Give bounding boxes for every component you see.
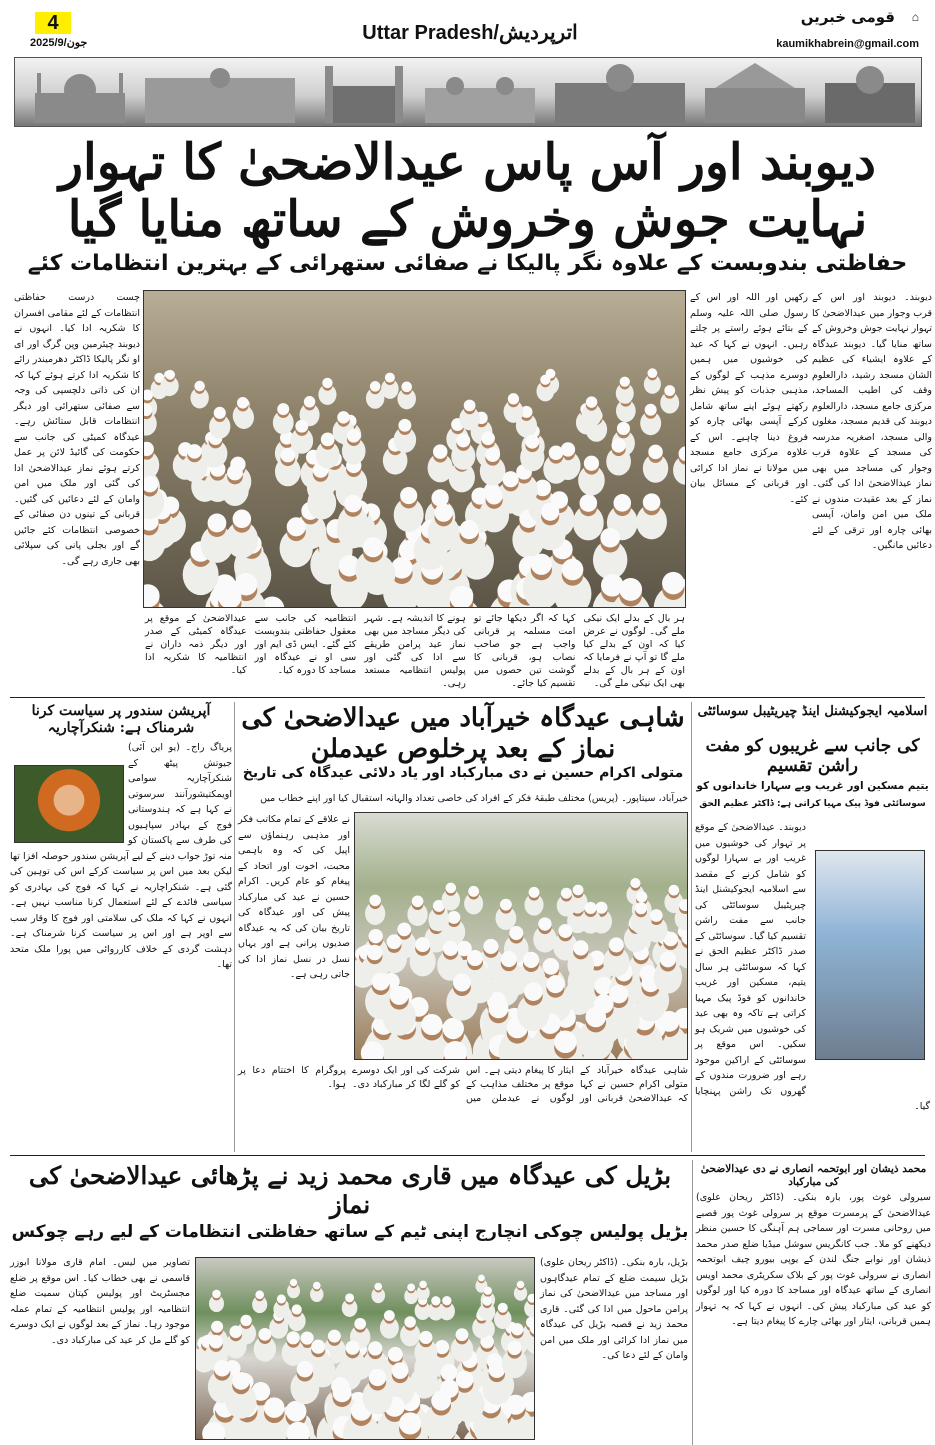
prayer-cap (345, 1341, 359, 1355)
prayer-cap (540, 375, 550, 385)
section-title: Uttar Pradesh/اترپردیش (362, 22, 578, 44)
prayer-cap (412, 895, 424, 907)
prayer-cap (385, 373, 395, 383)
khairabad-left-column: نے علاقے کے تمام مکاتب فکر اور مذہبی رہنماؤں سے اپیل کی کہ وہ باہمی محبت، اخوت اور اتحاد کے پیغام کو عام کریں۔ اکرام حسین نے عید کی مبارکباد پیش کی اور عیدگاہ کی تاریخ بیان کی کہ یہ عیدگاہ صدیوں پرانی ہے اور یہاں نسل در نسل نماز ادا کی جاتی رہی ہے۔ (238, 814, 350, 980)
lead-right-column-2: رکھیں اور اللہ اور اس کے رسول صلی اللہ علیہ وسلم کے بتائے ہوئے راستے پر چلتے رہیں۔ انہوں نے کہا کہ عید کی خوشیوں میں ہمیں دوسرے مذہب کے لوگوں کے مذہبی جذبات کو پیش نظر رکھتے ہوئے اپنے ساتھ شامل کرکے آپسی بھائی چارہ کو فروغ دینا چاہیے۔ اس کے علاوہ مرکزی جامع مسجد میں مولانا نے نماز ادا کرائی اور قربانی کے مسائل بیان کئے۔ (690, 292, 808, 505)
prayer-cap (367, 945, 383, 961)
prayer-cap (304, 396, 315, 407)
prayer-cap (511, 1323, 523, 1335)
prayer-cap (407, 1283, 415, 1291)
prayer-cap (384, 1310, 395, 1321)
prayer-cap (488, 998, 508, 1018)
prayer-cap (585, 1007, 606, 1028)
prayer-cap (390, 986, 409, 1005)
prayer-cap (523, 952, 539, 968)
shankaracharya-body (10, 740, 232, 973)
prayer-cap (636, 891, 647, 902)
prayer-cap (287, 1331, 300, 1344)
eid-prayer-photo (143, 290, 686, 608)
prayer-cap (397, 922, 411, 936)
prayer-cap (456, 1328, 469, 1341)
greetings-body: سیرولی غوث پور، بارہ بنکی۔ (ڈاکٹر ریحان علوی) عیدالاضحیٰ کے پرمسرت موقع پر سرولی غوث پور قصبے میں روحانی مسرت اور سماجی ہم آہنگی کا حسین منظر دیکھنے کو ملا۔ جب کانگریس سوشل میڈیا ضلع صدر محمد ذیشان اور نوابے جنگ لندن کے یوپی بیورو چیف ابوتحمہ انصاری نے سرولی غوث پور کے بلاک سکریٹری محمد اویس انصاری کے ساتھ عیدگاہ اور مساجد کا دورہ کیا اور لوگوں کو عید کی مبارکباد پیش کی۔ انہوں نے کہا کہ یہ تہوار ہمیں قربانی، ایثار اور بھائی چارے کا پیغام دیتا ہے۔ (696, 1192, 931, 1327)
prayer-cap (301, 1331, 314, 1344)
khairabad-subheadline: متولی اکرام حسین نے دی مبارکباد اور یاد دلائی عیدگاہ کی تاریخ (242, 765, 684, 781)
prayer-cap (277, 1294, 286, 1303)
prayer-cap (531, 554, 552, 575)
lead-bottom-columns (145, 612, 685, 690)
prayer-cap (482, 1296, 491, 1305)
ration-headline-line2: کی جانب سے غریبوں کو مفت راشن تقسیم (705, 736, 920, 777)
prayer-cap (442, 1296, 451, 1305)
prayer-cap (313, 1282, 321, 1290)
prayer-cap (573, 940, 588, 955)
prayer-cap (501, 951, 517, 967)
barhal-right-column: بڑیل، بارہ بنکی۔ (ڈاکٹر ریحان علوی) بڑیل سیمت ضلع کے تمام عیدگاہوں اور مساجد میں عیدالاضحیٰ کی نماز پرامن ماحول میں ادا کی گئی۔ قاری محمد زید نے قصبہ بڑیل کی عیدگاہ میں نماز ادا کرائی اور ملک میں امن وامان کے لئے دعا کی۔ (540, 1257, 688, 1361)
prayer-cap (214, 407, 226, 419)
prayer-cap (562, 559, 584, 581)
prayer-cap (372, 973, 390, 991)
prayer-cap (441, 1364, 458, 1381)
prayer-cap (209, 1335, 223, 1349)
prayer-cap (620, 377, 630, 387)
prayer-cap (586, 396, 598, 408)
prayer-cap (645, 404, 657, 416)
prayer-cap (404, 1316, 416, 1328)
prayer-cap (295, 420, 308, 433)
prayer-cap (419, 1331, 432, 1344)
prayer-cap (500, 899, 512, 911)
newspaper-logo: قومی خبریں (800, 8, 895, 26)
prayer-cap (508, 393, 519, 404)
prayer-cap (446, 883, 457, 894)
prayer-cap (333, 1383, 352, 1402)
prayer-cap (194, 381, 205, 392)
prayer-cap (517, 1281, 525, 1289)
prayer-cap (218, 585, 241, 608)
prayer-cap (662, 572, 684, 594)
prayer-cap (229, 1326, 242, 1339)
prayer-cap (541, 503, 559, 521)
lead-bottom-column: کہا کہ اگر دیکھا جائے تو امت مسلمہ پر قربانی واجب ہے جو صاحب نصاب ہو، قربانی کا گوشت تین حصوں میں تقسیم کیا جائے۔ (473, 613, 576, 689)
prayer-cap (258, 1328, 271, 1341)
lead-subheadline: حفاظتی بندوبست کے علاوہ نگر پالیکا نے صفائی ستھرائی کے بہترین انتظامات کئے (27, 251, 908, 276)
prayer-cap (554, 1031, 577, 1054)
prayer-cap (240, 1315, 251, 1326)
prayer-cap (347, 429, 361, 443)
lead-right-column-1: دیوبند۔ دیوبند اور اس کے قرب وجوار میں عیدالاضحیٰ کا تہوار نہایت جوش وخروش کے ساتھ منایا گیا۔ دیوبند عیدگاہ کے علاوہ ایشیاء کی عظیم الشان مسجد رشید، دارالعلوم وقف کی اطیب المساجد، مرکزی جامع مسجد، دارالعلوم دیوبند کی قدیم مسجد، مغلوں والی مسجد، اصغریہ مدرسہ کی مسجد کے علاوہ قرب وجوار کی مساجد میں بھی نماز عیدالاضحیٰ ادا کی گئی۔ نماز کے بعد عقیدت مندوں نے ملک میں امن وامان، آپسی بھائی چارہ اور ترقی کے لئے دعائیں مانگیں۔ (812, 292, 932, 551)
prayer-cap (619, 578, 642, 601)
prayer-cap (354, 1318, 366, 1330)
prayer-cap (613, 494, 631, 512)
prayer-cap (337, 411, 349, 423)
prayer-cap (415, 937, 430, 952)
prayer-cap (650, 909, 663, 922)
ration-subheadline-line2: سوسائٹی فوڈ پیک مہیا کراتی ہے: ڈاکٹر عظیم الحق (699, 799, 926, 809)
prayer-cap (363, 537, 383, 557)
prayer-cap (374, 1283, 382, 1291)
prayer-cap (529, 887, 540, 898)
prayer-cap (453, 974, 471, 992)
contact-email[interactable]: kaumikhabrein@gmail.com (776, 38, 919, 50)
lead-bottom-column: عیدالاضحیٰ کے موقع پر عیدگاہ کمیٹی کے صدر اور دیگر ذمہ داران نے انتظامیہ کا شکریہ ادا کیا۔ (145, 613, 247, 676)
prayer-cap (431, 1296, 440, 1305)
prayer-cap (435, 504, 453, 522)
prayer-cap (612, 438, 626, 452)
prayer-cap (485, 447, 500, 462)
photo-wrap-spacer (806, 848, 930, 1088)
shankaracharya-text: پریاگ راج۔ (یو این آئی) جیوتش پیٹھ کے شنکرآچاریہ سوامی اویمکتیشورآنند سرسوتی نے کہا ہے کہ ہندوستانی فوج کے بہادر سپاہیوں کی طرف سے پاکستان کو منہ توڑ جواب دینے کے لیے آپریشن سندور حوصلہ افزا تھا لیکن بعد میں اس پر سیاست کرکے اس کی توہین کی گئی ہے۔ شنکراچاریہ نے کہا کہ فوج کی بہادری کو سیاسی فائدے کے لئے استعمال کرنا مناسب نہیں ہے۔ انہوں نے کہا کہ ملک کی سلامتی اور فوج کا وقار سب سے اوپر ہے اور اس پر سیاست کرنا شرمناک ہے۔ دہشت گردی کے خلاف کارروائی میں پورا ملک متحد تھا۔ (10, 742, 232, 970)
lead-left-column: چست درست حفاظتی انتظامات کے لئے مقامی افسران کا شکریہ ادا کیا۔ انہوں نے دیوبند چیئرمین وپن گرگ اور ای او نگر پالیکا ڈاکٹر دھرمیندر رائے کا شکریہ ادا کرتے ہوئے کہا کہ ان کی ذاتی دلچسپی کی وجہ سے صفائی ستھرائی اور دیگر انتظامات قابل ستائش رہے۔ عیدگاہ کمیٹی کی جانب سے حکومت کی گائیڈ لائن پر عمل کرتے ہوئے نماز عیدالاضحیٰ ادا کی گئی اور ملک میں امن وامان کے لئے دعائیں کی گئیں۔ قربانی کے تینوں دن صفائی کے خصوصی انتظامات کئے جائیں گے اور بجلی پانی کی سپلائی بھی جاری رہے گی۔ (14, 292, 140, 567)
prayer-cap (401, 382, 412, 393)
prayer-cap (237, 397, 249, 409)
prayer-cap (664, 385, 675, 396)
khairabad-dateline: خیرآباد، سیتاپور۔ (پریس) مختلف طبقۂ فکر کے افراد کی خاصی تعداد والہانہ استقبال کیا اور اپنے خطاب میں (260, 793, 688, 804)
prayer-cap (584, 456, 599, 471)
prayer-cap (635, 902, 647, 914)
prayer-cap (503, 471, 519, 487)
prayer-cap (558, 924, 572, 938)
prayer-cap (290, 1279, 297, 1286)
prayer-cap (369, 895, 381, 907)
prayer-cap (549, 445, 564, 460)
prayer-cap (443, 941, 458, 956)
crowd-illustration (144, 291, 686, 608)
prayer-cap (595, 902, 607, 914)
prayer-cap (483, 939, 498, 954)
prayer-cap (264, 1397, 285, 1418)
prayer-cap (573, 885, 584, 896)
prayer-cap (311, 1340, 325, 1354)
prayer-cap (507, 1341, 521, 1355)
logo-mark-icon: ⌂ (911, 10, 919, 24)
khairabad-headline: شاہی عیدگاہ خیرآباد میں عیدالاضحیٰ کی نماز کے بعد پرخلوص عیدملن (241, 703, 685, 764)
prayer-cap (232, 1372, 250, 1390)
barhal-eid-photo (195, 1257, 535, 1440)
prayer-cap (398, 419, 411, 432)
ration-subheadline-line1: یتیم مسکین اور غریب وبے سہارا خاندانوں کو (696, 780, 929, 792)
photo-wrap-spacer (10, 740, 128, 848)
prayer-cap (525, 435, 539, 449)
prayer-cap (369, 1369, 386, 1386)
prayer-cap (211, 1321, 223, 1333)
prayer-cap (287, 517, 306, 536)
prayer-cap (322, 378, 332, 388)
prayer-cap (467, 950, 483, 966)
section-divider (10, 1155, 925, 1156)
prayer-cap (227, 465, 243, 481)
page-number: 4 (35, 12, 71, 34)
prayer-cap (187, 444, 201, 458)
lead-headline: دیوبند اور آس پاس عیدالاضحیٰ کا تہوار نہایت جوش وخروش کے ساتھ منایا گیا (59, 133, 876, 248)
prayer-cap (647, 368, 657, 378)
prayer-cap (600, 528, 620, 548)
prayer-cap (478, 1275, 485, 1282)
prayer-cap (400, 487, 417, 504)
prayer-cap (421, 1014, 442, 1035)
shankaracharya-headline: آپریشن سندور پر سیاست کرنا شرمناک ہے: شنکرآچاریہ (31, 703, 211, 736)
prayer-cap (460, 520, 479, 539)
prayer-cap (443, 1018, 464, 1039)
khairabad-bottom-text: شاہی عیدگاہ خیرآباد کے متولی اکرام حسین نے کہا کہ عیدالاضحیٰ قربانی اور ایثار کا پیغام دیتی ہے۔ اس موقع پر مختلف مذاہب کے لوگوں نے عیدملن میں شرکت کی اور ایک دوسرے کو گلے لگا کر مبارکباد دی۔ پروگرام کا اختتام دعا پر ہوا۔ (238, 1065, 688, 1104)
prayer-cap (297, 1361, 313, 1377)
lead-bottom-column: ہر بال کے بدلے ایک نیکی ملے گی۔ لوگوں نے عرض کیا کہ اون کے بدلے کیا ملے گا تو آپ نے فرمایا کہ اون کے ہر بال کے بدلے بھی ایک نیکی ملے گی۔ (583, 613, 685, 689)
prayer-cap (255, 1290, 264, 1299)
prayer-cap (561, 888, 572, 899)
prayer-cap (369, 929, 383, 943)
prayer-cap (208, 514, 227, 533)
lead-bottom-column: ہونے کا اندیشہ ہے۔ شہر کی دیگر مساجد میں بھی نماز عید پرامن طریقے سے ادا کی گئی اور پولیس انتظامیہ مستعد رہی۔ (364, 613, 466, 689)
prayer-cap (630, 878, 640, 888)
prayer-cap (481, 431, 495, 445)
prayer-cap (321, 432, 335, 446)
prayer-cap (524, 982, 543, 1001)
prayer-cap (431, 1391, 451, 1411)
prayer-cap (328, 1330, 341, 1343)
column-rule (691, 702, 692, 1152)
prayer-cap (484, 1287, 492, 1295)
lead-bottom-column: انتظامیہ کی جانب سے معقول حفاظتی بندوبست کئے گئے۔ ایس ڈی ایم اور سی او نے عیدگاہ اور مساجد کا دورہ کیا۔ (254, 613, 357, 676)
prayer-cap (538, 917, 551, 930)
prayer-cap (585, 902, 597, 914)
column-rule (234, 702, 235, 1152)
prayer-cap (392, 1362, 409, 1379)
khairabad-eid-photo (354, 812, 688, 1060)
prayer-cap (280, 448, 295, 463)
greetings-headline: محمد ذیشان اور ابوتحمہ انصاری نے دی عیدالاضحیٰ کی مبارکباد (700, 1163, 927, 1188)
barhal-subheadline: بڑیل پولیس چوکی انچارج اپنی ٹیم کے ساتھ حفاظتی انتظامات کے لیے رہے چوکس (11, 1222, 689, 1242)
prayer-cap (643, 493, 661, 511)
prayer-cap (399, 1412, 421, 1434)
prayer-cap (433, 444, 447, 458)
prayer-cap (448, 911, 461, 924)
crowd-illustration (196, 1258, 535, 1440)
crowd-illustration (355, 813, 688, 1060)
prayer-cap (388, 1347, 403, 1362)
issue-date: 2025/جون/9 (30, 37, 88, 49)
column-rule (692, 1160, 693, 1445)
prayer-cap (464, 400, 476, 412)
prayer-cap (277, 403, 289, 415)
prayer-cap (456, 434, 470, 448)
monuments-banner-image (14, 57, 922, 127)
prayer-cap (292, 1304, 302, 1314)
prayer-cap (486, 487, 503, 504)
prayer-cap (165, 370, 175, 380)
prayer-cap (214, 1360, 230, 1376)
barhal-left-column: تصاویر میں لیس۔ امام قاری مولانا ابوزر قاسمی نے بھی خطاب کیا۔ اس موقع پر ضلع مجسٹریٹ اور پولیس کپتان سمیت ضلع انتظامیہ اور پولیس انتظامیہ کے تمام عملہ موجود رہا۔ نماز کے بعد لوگوں نے ایک دوسرے کو گلے مل کر عید کی مبارکباد دی۔ (10, 1257, 190, 1346)
prayer-cap (580, 494, 598, 512)
prayer-cap (456, 1371, 474, 1389)
prayer-cap (345, 1293, 354, 1302)
prayer-cap (233, 509, 252, 528)
prayer-cap (498, 1303, 508, 1313)
prayer-cap (660, 951, 676, 967)
ration-body (695, 820, 930, 1115)
prayer-cap (368, 1341, 382, 1355)
prayer-cap (668, 885, 679, 896)
monuments-illustration (15, 58, 921, 126)
prayer-cap (648, 445, 663, 460)
prayer-cap (546, 975, 564, 993)
ration-text: دیوبند۔ عیدالاضحیٰ کے موقع پر تہوار کی خوشیوں میں غریب اور بے سہارا لوگوں کو شامل کرنے کے مقصد سے اسلامیہ ایجوکیشنل اینڈ چیریٹیبل سوسائٹی کی جانب سے مفت راشن تقسیم کیا گیا۔ سوسائٹی کے صدر ڈاکٹر عظیم الحق نے کہا کہ سوسائٹی ہر سال یتیم، مسکین اور غریب خاندانوں کو فوڈ پیک مہیا کراتی ہے تاکہ وہ بھی عید کی خوشیوں میں شریک ہو سکیں۔ اس موقع پر سوسائٹی کے اراکین موجود رہے اور ضرورت مندوں کے گھروں تک راشن پہنچایا گیا۔ (695, 822, 930, 1112)
prayer-cap (370, 381, 381, 392)
section-divider (10, 697, 925, 698)
prayer-cap (542, 958, 559, 975)
prayer-cap (468, 886, 479, 897)
prayer-cap (212, 1290, 221, 1299)
prayer-cap (419, 1281, 427, 1289)
barhal-headline: بڑیل کی عیدگاہ میں قاری محمد زید نے پڑھائی عیدالاضحیٰ کی نماز (28, 1161, 672, 1220)
ration-headline-line1: اسلامیہ ایجوکیشنل اینڈ چیریٹیبل سوسائٹی (697, 704, 928, 719)
prayer-cap (344, 495, 362, 513)
prayer-cap (617, 422, 630, 435)
prayer-cap (609, 937, 624, 952)
prayer-cap (387, 934, 402, 949)
